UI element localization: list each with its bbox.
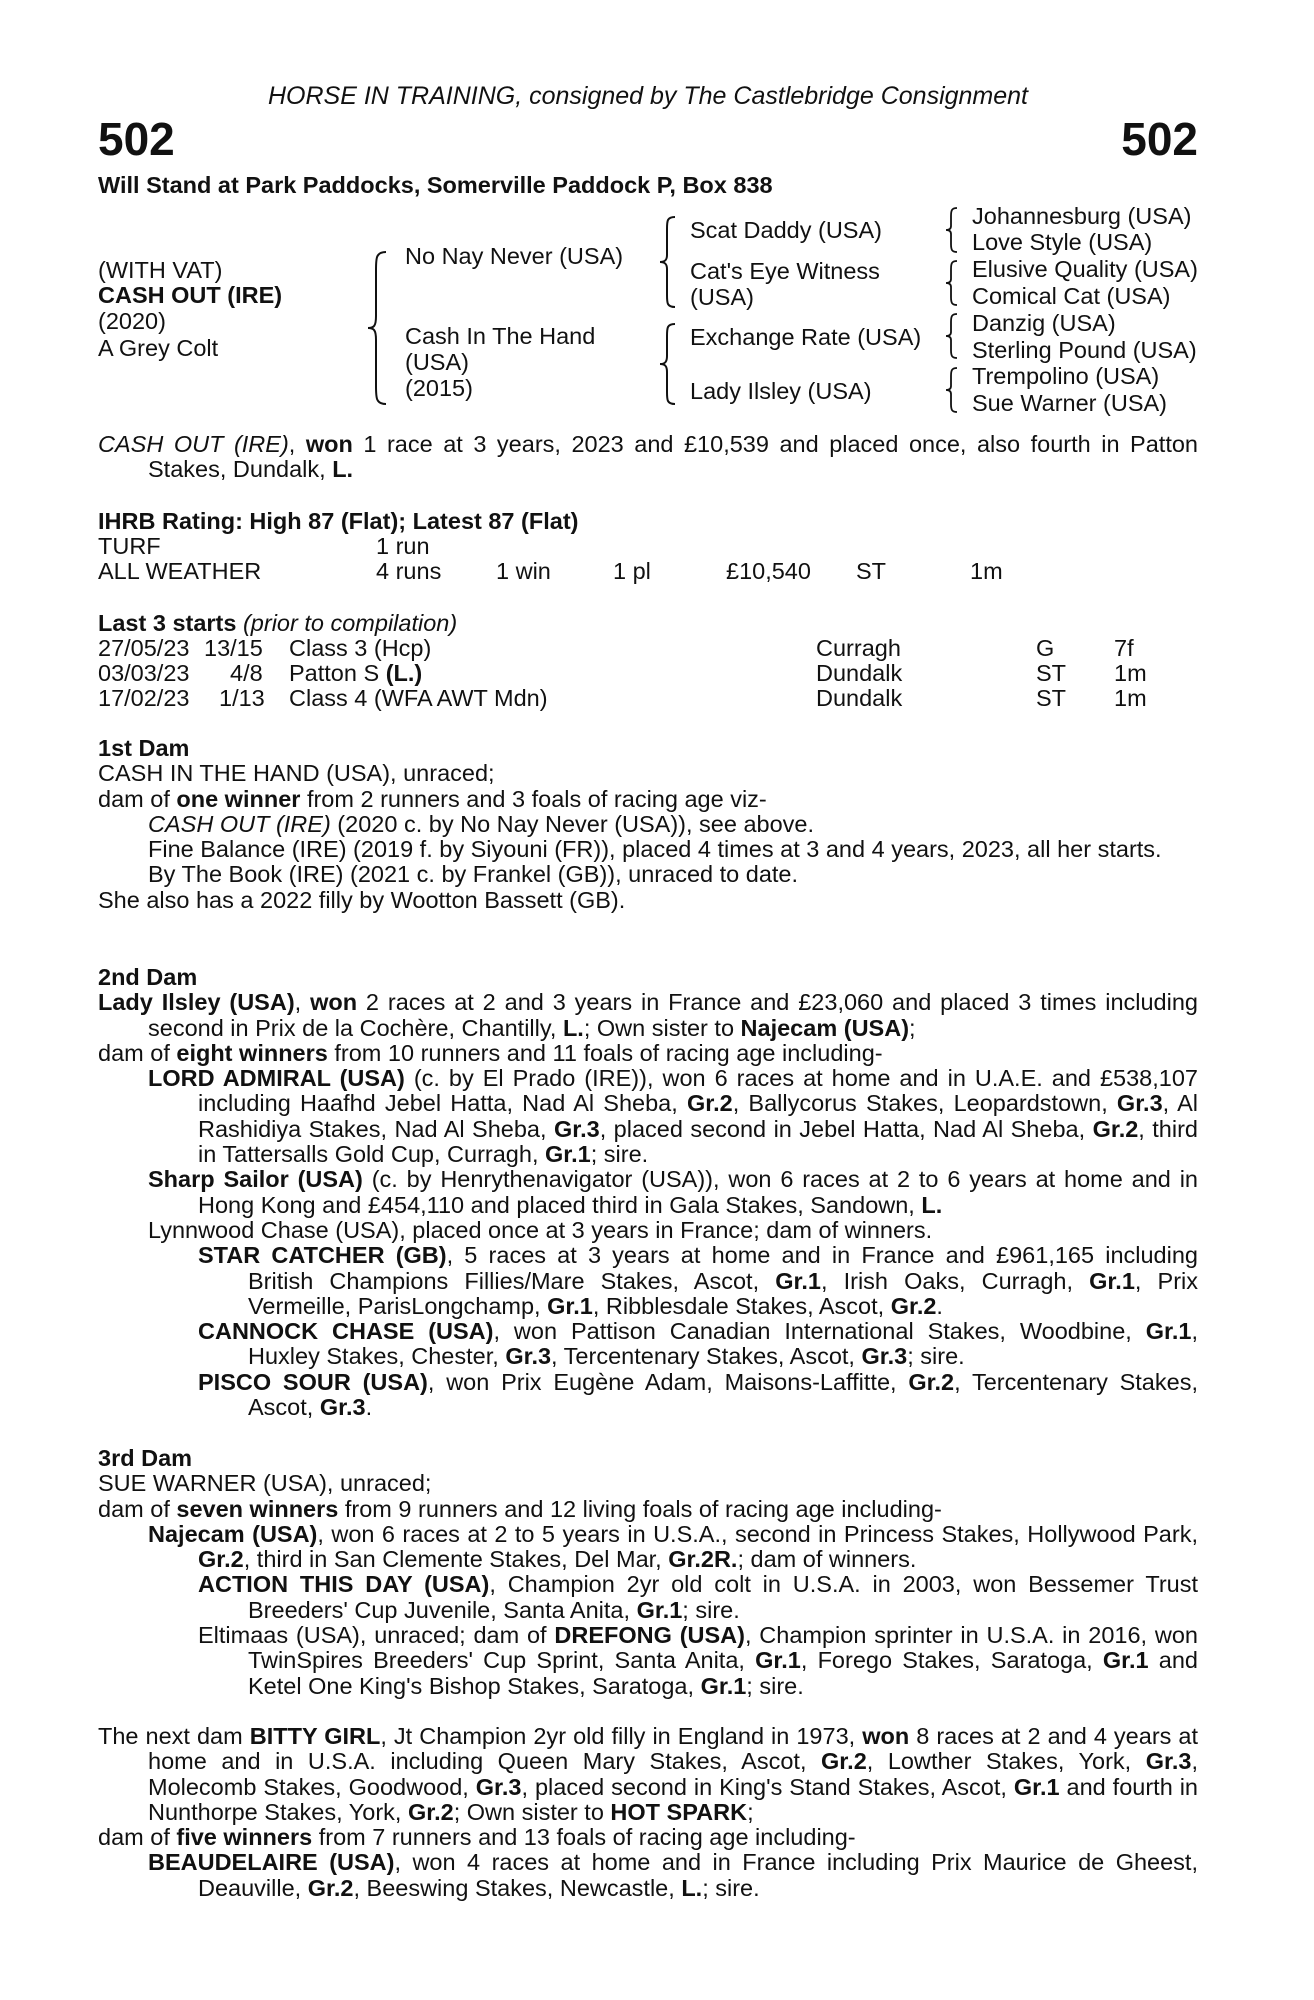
ggs-1: Johannesburg (USA): [972, 203, 1192, 229]
horse-year: (2020): [98, 308, 166, 334]
t: and Ketel One King's Bishop Stakes, Saratoga,: [248, 1647, 1199, 1699]
t: seven winners: [176, 1495, 339, 1522]
sire-dam-l2: (USA): [690, 284, 754, 310]
t: ; sire.: [682, 1596, 740, 1623]
grand-progeny-name: PISCO SOUR (USA): [198, 1368, 428, 1395]
t: won: [862, 1723, 910, 1749]
t: , Prix Vermeille, ParisLongchamp,: [248, 1267, 1199, 1319]
race-summary: CASH OUT (IRE), won 1 race at 3 years, 2023 and £10,539 and placed once, also fourth in Patton Stakes, Dundalk, L.: [98, 431, 1199, 483]
start-race: [289, 660, 422, 687]
t: Gr.2: [198, 1546, 244, 1573]
horse-description: A Grey Colt: [98, 335, 219, 361]
start-race: [289, 635, 431, 662]
start-race-text: Patton S: [289, 660, 386, 686]
t: from 10 runners and 11 foals of racing age including-: [327, 1039, 883, 1066]
progeny-entry: Lynnwood Chase (USA), placed once at 3 years in France; dam of winners.: [148, 1216, 933, 1243]
t: Gr.3: [1116, 1090, 1163, 1117]
t: , Lowther Stakes, York,: [866, 1748, 1146, 1775]
t: ; dam of winners.: [737, 1546, 917, 1573]
brace-g1: [944, 206, 960, 254]
first-dam-winners: one winner: [176, 785, 301, 812]
t: .: [936, 1292, 943, 1319]
t: , Jt Champion 2yr old filly in England in 1973,: [380, 1723, 863, 1749]
ggs-3: Danzig (USA): [972, 310, 1116, 336]
progeny-text: (2020 c. by No Nay Never (USA)), see above.: [330, 810, 815, 837]
t: dam of: [98, 1039, 177, 1066]
last3-heading: [98, 610, 457, 637]
t: , Al Rashidiya Stakes, Nad Al Sheba,: [198, 1090, 1198, 1142]
start-position: 13/15: [204, 635, 263, 661]
t: Gr.3: [505, 1343, 552, 1370]
grand-progeny-name: STAR CATCHER (GB): [198, 1242, 447, 1269]
progeny-name: LORD ADMIRAL (USA): [148, 1065, 405, 1092]
dam-dam: Lady Ilsley (USA): [690, 378, 872, 404]
t: , won Prix Eugène Adam, Maisons-Laffitte,: [427, 1368, 909, 1395]
progeny-entry: Fine Balance (IRE) (2019 f. by Siyouni (FR)), placed 4 times at 3 and 4 years, 2023, all her starts.: [148, 836, 1162, 863]
start-position: 1/13: [219, 685, 265, 711]
start-going: ST: [1036, 685, 1067, 711]
t: Gr.2: [307, 1874, 354, 1901]
lot-number-right: 502: [1121, 113, 1198, 165]
second-dam-name: Lady Ilsley (USA): [98, 989, 295, 1016]
t: Gr.3: [475, 1773, 522, 1800]
t: Gr.1: [1089, 1267, 1135, 1294]
dam-brace: [658, 322, 678, 406]
start-position: 4/8: [230, 660, 263, 686]
t: , won 6 races at 2 to 5 years in U.S.A., second in Princess Stakes, Hollywood Park,: [317, 1520, 1198, 1547]
vat-label: (WITH VAT): [98, 257, 223, 283]
t: Gr.1: [1013, 1773, 1060, 1800]
t: Eltimaas (USA), unraced; dam of: [198, 1622, 555, 1649]
t: Gr.2R.: [668, 1546, 738, 1573]
summary-won: won: [305, 431, 353, 457]
t: and fourth in Nunthorpe Stakes, York,: [148, 1773, 1198, 1825]
start-going: G: [1036, 635, 1055, 661]
t: DREFONG (USA): [554, 1622, 745, 1649]
progeny-name: Najecam (USA): [148, 1520, 318, 1547]
t: Gr.1: [547, 1292, 593, 1319]
t: , placed second in King's Stand Stakes, Ascot,: [521, 1773, 1014, 1800]
t: (c. by El Prado (IRE)), won 6 races at home and in U.A.E. and £538,107 including Haafhd Jebel Hatta, Nad Al Sheba,: [198, 1065, 1198, 1117]
start-course: Curragh: [816, 635, 901, 661]
t: , placed second in Jebel Hatta, Nad Al Sheba,: [599, 1115, 1093, 1142]
pedigree-brace-main: [366, 250, 390, 406]
t: ; sire.: [907, 1343, 965, 1370]
turf-runs: 1 run: [376, 533, 430, 559]
t: , Champion 2yr old colt in U.S.A. in 2003, won Bessemer Trust Breeders' Cup Juvenile, Santa Anita,: [248, 1571, 1198, 1623]
first-dam-line: CASH IN THE HAND (USA), unraced;: [98, 760, 495, 787]
t: Gr.1: [545, 1141, 591, 1168]
t: , Ballycorus Stakes, Leopardstown,: [732, 1090, 1117, 1117]
t: from 9 runners and 12 living foals of racing age including-: [338, 1495, 942, 1522]
t: ,: [294, 989, 311, 1016]
summary-text: 1 race at 3 years, 2023 and £10,539 and placed once, also fourth in Patton Stakes, Dundalk,: [148, 431, 1199, 483]
start-race-listed: (L.): [385, 660, 423, 686]
t: , third in Tattersalls Gold Cup, Curragh,: [198, 1115, 1198, 1168]
t: Gr.1: [1145, 1318, 1192, 1345]
t: , Forego Stakes, Saratoga,: [800, 1647, 1103, 1674]
t: Gr.1: [1102, 1647, 1149, 1674]
t: 8 races at 2 and 4 years at home and in U.S.A. including Queen Mary Stakes, Ascot,: [148, 1723, 1199, 1775]
t: , Champion sprinter in U.S.A. in 2016, won TwinSpires Breeders' Cup Sprint, Santa Anita,: [248, 1622, 1198, 1674]
consignment-line: HORSE IN TRAINING, consigned by The Castlebridge Consignment: [267, 82, 1029, 110]
t: five winners: [176, 1824, 313, 1851]
ggs-2: Elusive Quality (USA): [972, 256, 1198, 282]
t: dam of: [98, 1495, 177, 1522]
ggd-4: Sue Warner (USA): [972, 390, 1168, 416]
t: , Molecomb Stakes, Goodwood,: [148, 1748, 1198, 1800]
stand-location: Will Stand at Park Paddocks, Somerville Paddock P, Box 838: [98, 172, 773, 198]
t: L.: [681, 1874, 703, 1901]
t: from 7 runners and 13 foals of racing age including-: [312, 1824, 856, 1851]
t: Gr.3: [553, 1115, 600, 1142]
dam-origin: (USA): [405, 349, 469, 375]
summary-horse-name: CASH OUT (IRE): [98, 431, 289, 457]
sire-sire: Scat Daddy (USA): [690, 217, 882, 243]
t: won: [310, 989, 358, 1016]
t: , Huxley Stakes, Chester,: [248, 1318, 1198, 1370]
first-dam-runners: from 2 runners and 3 foals of racing age viz-: [300, 785, 767, 812]
t: Gr.3: [861, 1343, 908, 1370]
t: (c. by Henrythenavigator (USA)), won 6 races at 2 to 6 years at home and in Hong Kong and £454,110 and placed third in Gala Stakes, Sandown,: [198, 1166, 1198, 1218]
next-dam-section: [98, 1724, 1198, 1901]
lot-number-left: 502: [98, 113, 175, 165]
start-distance: 1m: [1114, 660, 1147, 686]
t: Gr.3: [1145, 1748, 1192, 1775]
t: Gr.2: [686, 1090, 733, 1117]
first-dam-note: She also has a 2022 filly by Wootton Bassett (GB).: [98, 886, 626, 913]
t: Gr.1: [755, 1647, 801, 1674]
t: .: [365, 1394, 373, 1421]
sire-brace: [658, 215, 678, 309]
aw-money: £10,540: [726, 558, 811, 584]
t: 2 races at 2 and 3 years in France and £23,060 and placed 3 times including second in Prix de la Cochère, Chantilly,: [148, 989, 1198, 1041]
t: Gr.2: [407, 1798, 454, 1825]
start-course: Dundalk: [816, 685, 903, 711]
t: ;: [909, 1014, 916, 1041]
aw-placed: 1 pl: [613, 558, 651, 584]
brace-g3: [944, 312, 960, 360]
start-date: 27/05/23: [98, 635, 190, 661]
start-race: [289, 685, 548, 712]
first-dam-section: [98, 736, 1198, 913]
first-dam-of: dam of: [98, 785, 177, 812]
t: ; Own sister to: [583, 1014, 741, 1041]
t: HOT SPARK: [610, 1798, 748, 1825]
sire-name: No Nay Never (USA): [405, 243, 624, 269]
t: Gr.1: [775, 1267, 821, 1294]
t: Gr.1: [636, 1596, 683, 1623]
third-dam-section: [98, 1446, 1198, 1699]
progeny-name: CASH OUT (IRE): [148, 810, 331, 837]
t: Gr.2: [821, 1748, 867, 1775]
t: , won Pattison Canadian International Stakes, Woodbine,: [493, 1318, 1146, 1345]
last3-note: (prior to compilation): [242, 610, 458, 636]
grand-progeny-name: CANNOCK CHASE (USA): [198, 1318, 494, 1345]
t: , won 4 races at home and in France including Prix Maurice de Gheest, Deauville,: [198, 1849, 1198, 1901]
dam-sire: Exchange Rate (USA): [690, 324, 922, 350]
start-date: 17/02/23: [98, 685, 190, 711]
start-date: 03/03/23: [98, 660, 190, 686]
t: ; sire.: [590, 1141, 649, 1168]
progeny-name: Sharp Sailor (USA): [148, 1166, 363, 1193]
grand-progeny-name: ACTION THIS DAY (USA): [198, 1571, 490, 1598]
second-dam-section: [98, 965, 1198, 1420]
t: , Tercentenary Stakes, Ascot,: [248, 1368, 1198, 1421]
aw-label: ALL WEATHER: [98, 558, 262, 584]
second-dam-title: 2nd Dam: [98, 964, 198, 990]
turf-label: TURF: [98, 533, 161, 559]
ggs-4: Trempolino (USA): [972, 363, 1160, 389]
t: dam of: [98, 1824, 177, 1851]
start-race-text: Class 3 (Hcp): [289, 635, 432, 661]
brace-g2: [944, 259, 960, 307]
t: , 5 races at 3 years at home and in France and £961,165 including British Champions Fillies/Mare Stakes, Ascot,: [248, 1242, 1198, 1294]
t: Gr.3: [319, 1394, 366, 1421]
rating-title: IHRB Rating: High 87 (Flat); Latest 87 (Flat): [98, 508, 579, 534]
progeny-name: BEAUDELAIRE (USA): [148, 1849, 395, 1876]
t: , third in San Clemente Stakes, Del Mar,: [243, 1546, 669, 1573]
aw-wins: 1 win: [496, 558, 551, 584]
aw-distance: 1m: [970, 558, 1003, 584]
ggd-3: Sterling Pound (USA): [972, 337, 1197, 363]
t: , Ribblesdale Stakes, Ascot,: [592, 1292, 891, 1319]
sire-dam-l1: Cat's Eye Witness: [690, 258, 880, 284]
t: ;: [747, 1798, 754, 1825]
start-course: Dundalk: [816, 660, 903, 686]
start-distance: 7f: [1114, 635, 1134, 661]
t: ; Own sister to: [453, 1798, 611, 1825]
t: ; sire.: [746, 1672, 804, 1699]
aw-going: ST: [856, 558, 887, 584]
ggd-1: Love Style (USA): [972, 229, 1153, 255]
t: , Irish Oaks, Curragh,: [820, 1267, 1090, 1294]
third-dam-line: SUE WARNER (USA), unraced;: [98, 1470, 432, 1497]
last3-title: Last 3 starts: [98, 610, 237, 636]
t: Gr.2: [908, 1368, 955, 1395]
t: The next dam: [98, 1723, 250, 1749]
start-race-text: Class 4 (WFA AWT Mdn): [289, 685, 548, 711]
t: eight winners: [176, 1039, 328, 1066]
t: L.: [921, 1191, 943, 1218]
t: Gr.2: [1092, 1115, 1139, 1142]
third-dam-title: 3rd Dam: [98, 1445, 193, 1471]
summary-listed: L.: [332, 456, 354, 483]
next-dam-name: BITTY GIRL: [249, 1723, 381, 1749]
t: Najecam (USA): [740, 1014, 910, 1041]
t: Gr.2: [890, 1292, 937, 1319]
ggd-2: Comical Cat (USA): [972, 283, 1171, 309]
horse-name: CASH OUT (IRE): [98, 282, 283, 308]
aw-runs: 4 runs: [376, 558, 442, 584]
start-going: ST: [1036, 660, 1067, 686]
t: Gr.1: [700, 1672, 747, 1699]
t: ; sire.: [702, 1874, 760, 1901]
first-dam-title: 1st Dam: [98, 735, 190, 761]
t: , Tercentenary Stakes, Ascot,: [551, 1343, 862, 1370]
brace-g4: [944, 366, 960, 414]
t: , Beeswing Stakes, Newcastle,: [353, 1874, 682, 1901]
dam-name: Cash In The Hand: [405, 323, 596, 349]
progeny-entry: By The Book (IRE) (2021 c. by Frankel (GB)), unraced to date.: [148, 861, 799, 888]
dam-year: (2015): [405, 375, 473, 401]
t: L.: [562, 1014, 584, 1041]
start-distance: 1m: [1114, 685, 1147, 711]
